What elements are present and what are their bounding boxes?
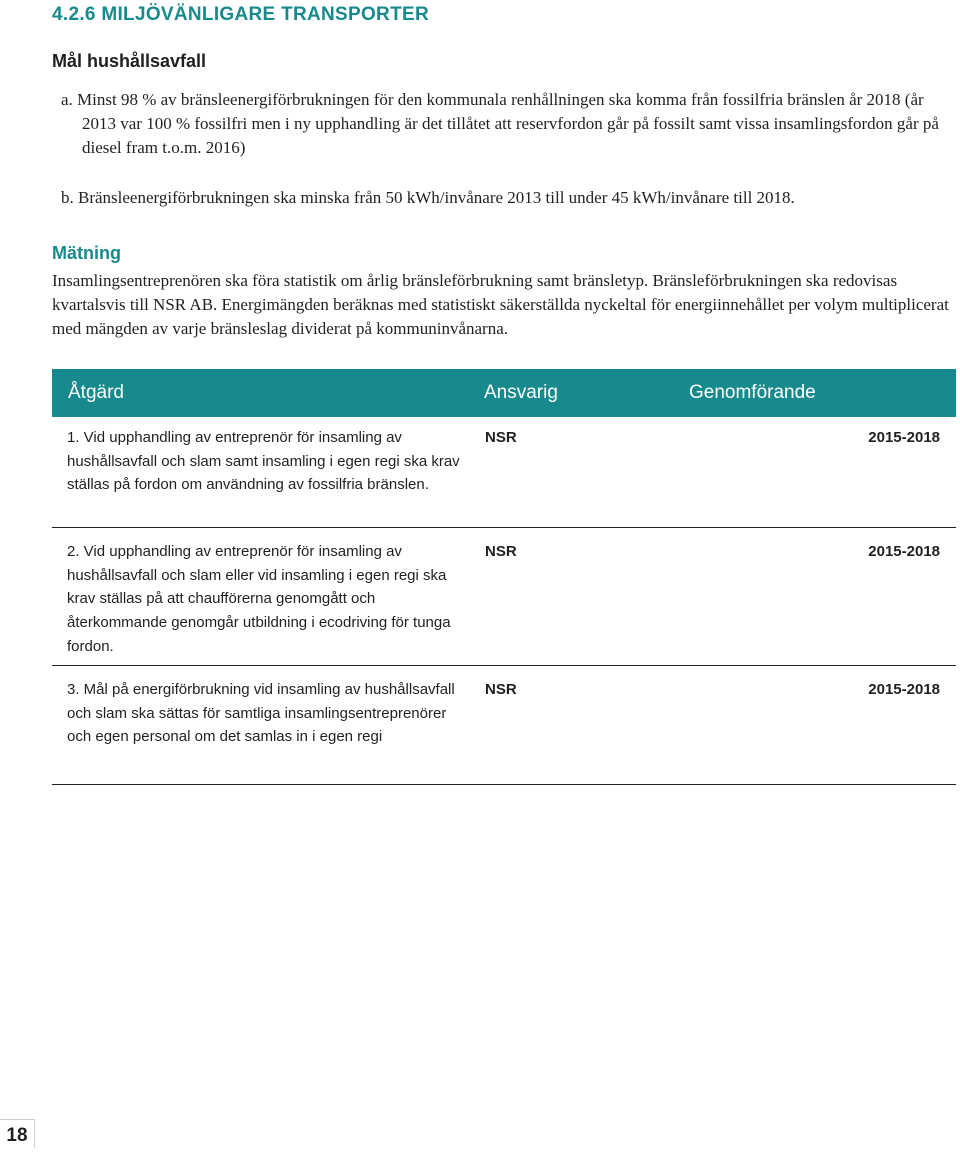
row-implementation: 2015-2018 (868, 681, 940, 698)
table-row (52, 426, 956, 526)
row-action-text: 3. Mål på energiförbrukning vid insamling av hushållsavfall och slam ska sättas för samtliga insamlingsentreprenörer och egen personal om det samlas in i egen regi (67, 681, 455, 746)
section-heading: 4.2.6 MILJÖVÄNLIGARE TRANSPORTER (52, 4, 429, 25)
column-header-action: Åtgärd (68, 382, 124, 403)
table-row (52, 540, 956, 658)
row-divider (52, 665, 956, 666)
measurement-text: Insamlingsentreprenören ska föra statistik om årlig bränsleförbrukning samt bränsletyp. Bränsleförbrukningen ska redovisas kvartalsvis till NSR AB. Energimängden beräknas med statistiskt säkerställda nyckeltal för energiinnehållet per volym multiplicerat med mängden av varje bränsleslag dividerat på kommuninvånarna. (52, 271, 949, 338)
row-action-text: 1. Vid upphandling av entreprenör för insamling av hushållsavfall och slam samt insamling i egen regi ska krav ställas på fordon om användning av fossilfria bränslen. (67, 429, 460, 494)
goal-heading: Mål hushållsavfall (52, 51, 207, 71)
row-action-text: 2. Vid upphandling av entreprenör för insamling av hushållsavfall och slam eller vid insamling i egen regi ska krav ställas på att chaufförerna genomgått och återkommande genomgår utbildning i ecodriving för tunga fordon. (67, 543, 451, 655)
row-divider (52, 527, 956, 528)
page-number: 18 (0, 1119, 35, 1148)
action-table-header (52, 369, 956, 417)
row-responsible: NSR (485, 543, 517, 560)
row-responsible: NSR (485, 429, 517, 446)
row-responsible: NSR (485, 681, 517, 698)
row-implementation: 2015-2018 (868, 543, 940, 560)
table-row (52, 678, 956, 772)
goal-item-a: a. Minst 98 % av bränsleenergiförbrukningen för den kommunala renhållningen ska komma från fossilfria bränslen år 2018 (år 2013 var 100 % fossilfri men i ny upphandling är det tillåtet att reservfordon går på fossilt samt vissa insamlingsfordon går på diesel fram t.o.m. 2016) (61, 90, 939, 157)
column-header-implementation: Genomförande (689, 382, 816, 403)
goal-item-b: b. Bränsleenergiförbrukningen ska minska från 50 kWh/invånare 2013 till under 45 kWh/invånare till 2018. (61, 188, 795, 207)
column-header-responsible: Ansvarig (484, 382, 558, 403)
table-bottom-border (52, 784, 956, 785)
row-implementation: 2015-2018 (868, 429, 940, 446)
measurement-heading: Mätning (52, 243, 121, 263)
